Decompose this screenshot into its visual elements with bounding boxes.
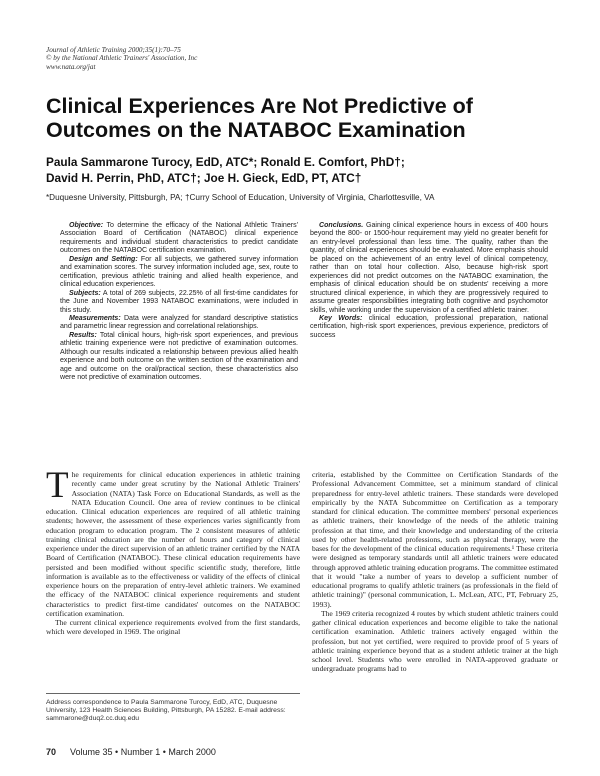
- copyright-line: © by the National Athletic Trainers' Association, Inc: [46, 54, 198, 63]
- page-footer: [46, 747, 346, 758]
- body-left-column: [46, 465, 300, 637]
- body-right-column: [312, 470, 558, 674]
- affiliations: *Duquesne University, Pittsburgh, PA; †Curry School of Education, University of Virginia, Charlottesville, VA: [46, 193, 435, 202]
- abstract-objective: Objective: To determine the efficacy of the National Athletic Trainers' Association Board of Certification (NATABOC) clinical experience requirements and individual student characteristics to predict candidate outcomes on the NATABOC certification examination.: [60, 222, 298, 255]
- abstract-design: Design and Setting: For all subjects, we gathered survey information and examination scores. The survey information included age, sex, route to certification, previous athletic training and allied health experience, and clinical education experiences.: [60, 255, 298, 289]
- body-paragraph: The requirements for clinical education experiences in athletic training recently came under great scrutiny by the National Athletic Trainers' Association (NATA) Task Force on Educational Standards, as well as the NATA Education Council. One area of review continues to be clinical education. Clinical education experiences are required of all athletic training students; however, the assessment of these experiences varies significantly from education program to education program. The 2 consistent measures of athletic training clinical education are the number of hours and category of clinical experience under the direct supervision of an athletic trainer certified by the NATA Board of Certification (NATABOC). These clinical education requirements have persisted and been modified without specific scientific study, therefore, little information is available as to the effectiveness or validity of the effects of clinical experience hours on the preparation of entry-level athletic trainers. We examined the efficacy of the NATABOC clinical experience requirements and student characteristics to predict first-time candidates' outcomes on the NATABOC certification examination.: [46, 465, 300, 618]
- body-paragraph: The 1969 criteria recognized 4 routes by which student athletic trainers could gather clinical education experiences and become eligible to take the national certification examination. Athletic trainers actively engaged within the profession, but not yet certified, were required to provide proof of 5 years of athletic training experience beyond that as a student athletic trainer at the high school level. Students who were enrolled in NATA-approved graduate or undergraduate programs had to: [312, 608, 558, 674]
- journal-header: [46, 46, 346, 71]
- authors-line-1: Paula Sammarone Turocy, EdD, ATC*; Ronald E. Comfort, PhD†;: [46, 155, 405, 169]
- title-line-1: Clinical Experiences Are Not Predictive of: [46, 94, 473, 118]
- journal-url: www.nata.org/jat: [46, 62, 96, 71]
- body-paragraph: criteria, established by the Committee on Certification Standards of the Professional Advancement Committee, set a minimum standard of clinical preparedness for entry-level athletic trainers. These standards were developed empirically by the NATA Subcommittee on Certification as a temporary standard for clinical education. The committee members' personal experiences as athletic trainers, their knowledge of the needs of the athletic training profession at that time, and their knowledge and understanding of the criteria used by other health-related professions, such as physical therapy, were the bases for the development of the clinical education requirements.¹ These criteria were designed as temporary standards until all athletic trainers were educated through approved athletic training education programs. The committee estimated that it would "take a number of years to develop a sufficient number of educational programs to qualify athletic trainers (as professionals in the field of athletic training)" (personal communication, L. McLean, ATC, PT, February 25, 1993).: [312, 470, 558, 609]
- abstract-right-column: [310, 222, 548, 340]
- abstract-subjects: Subjects: A total of 269 subjects, 22.25% of all first-time candidates for the June and November 1993 NATABOC examinations, were included in this study.: [60, 289, 298, 314]
- title-line-2: Outcomes on the NATABOC Examination: [46, 118, 466, 142]
- author-list: [46, 154, 566, 186]
- body-paragraph: The current clinical experience requirements evolved from the first standards, which were developed in 1969. The original: [46, 618, 300, 637]
- page-number: 70: [46, 747, 57, 757]
- abstract-measurements: Measurements: Data were analyzed for standard descriptive statistics and parametric linear regression and correlational relationships.: [60, 314, 298, 331]
- drop-cap: T: [46, 465, 69, 506]
- abstract-left-column: [60, 222, 298, 383]
- abstract-results: Results: Total clinical hours, high-risk sport experiences, and previous athletic training experience were not predictive of examination outcomes. Although our results indicated a relationship between previous allied health experience and both outcome on the written section of the examination and age and outcome on the oral/practical section, these characteristics also were not predictive of examination outcomes.: [60, 331, 298, 382]
- correspondence-note: Address correspondence to Paula Sammarone Turocy, EdD, ATC, Duquesne University, 123 Health Sciences Building, Pittsburgh, PA 15282. E-mail address: sammarone@duq2.cc.duq.edu: [46, 699, 286, 723]
- journal-citation: Journal of Athletic Training 2000;35(1):70–75: [46, 46, 181, 54]
- issue-info: Volume 35 • Number 1 • March 2000: [70, 747, 216, 757]
- abstract-keywords: Key Words: clinical education, professional preparation, national certification, high-risk sport experiences, previous experience, predictors of success: [310, 314, 548, 339]
- article-title: [46, 94, 566, 142]
- footnote-divider: [46, 693, 300, 694]
- authors-line-2: David H. Perrin, PhD, ATC†; Joe H. Gieck, EdD, PT, ATC†: [46, 171, 362, 185]
- abstract-conclusions: Conclusions. Gaining clinical experience hours in excess of 400 hours beyond the 800- or 1500-hour requirement may yield no greater benefit for an entry-level professional than less time. The quality, rather than the quantity, of clinical experiences should be evaluated. More emphasis should be placed on the achievement of an entry level of clinical competency, rather than on total hour collection. Also, because high-risk sport experiences did not predict outcomes on the NATABOC examination, the emphasis of clinical education should be on students' receiving a more structured clinical experience, in which they are progressively required to assume greater responsibilities integrating both cognitive and psychomotor skills, while working under the supervision of a certified athletic trainer.: [310, 222, 548, 314]
